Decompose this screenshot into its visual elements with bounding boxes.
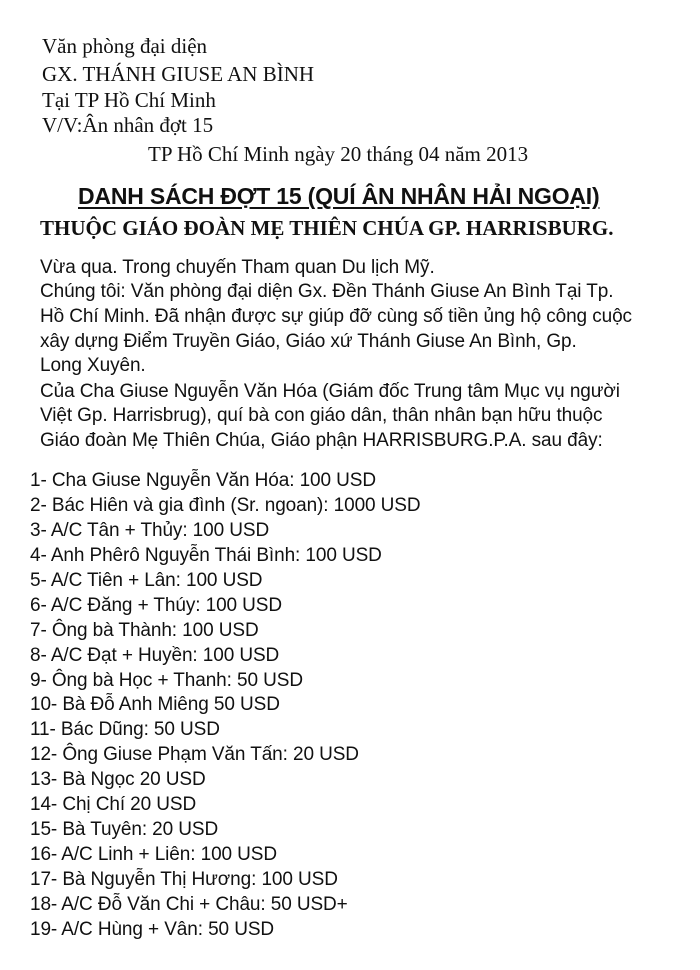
office-name: Văn phòng đại diện [42,34,208,58]
donor-item: 11- Bác Dũng: 50 USD [30,719,220,740]
body-line: xây dựng Điểm Truyền Giáo, Giáo xứ Thánh Giuse An Bình, Gp. [40,331,577,352]
donor-item: 6- A/C Đăng + Thúy: 100 USD [30,595,283,616]
parish-name: GX. THÁNH GIUSE AN BÌNH [42,62,315,86]
donor-item: 7- Ông bà Thành: 100 USD [30,620,259,641]
donor-item: 18- A/C Đỗ Văn Chi + Châu: 50 USD+ [30,894,348,915]
body-line: Long Xuyên. [40,355,146,376]
body-line: Việt Gp. Harrisbrug), quí bà con giáo dân, thân nhân bạn hữu thuộc [40,405,603,426]
donor-item: 10- Bà Đỗ Anh Miêng 50 USD [30,694,280,715]
date-line: TP Hồ Chí Minh ngày 20 tháng 04 năm 2013 [148,142,529,166]
donor-item: 15- Bà Tuyên: 20 USD [30,819,219,840]
donor-item: 16- A/C Linh + Liên: 100 USD [30,844,277,865]
body-line: Hồ Chí Minh. Đã nhận được sự giúp đỡ cùng số tiền ủng hộ công cuộc [40,306,632,327]
donor-item: 9- Ông bà Học + Thanh: 50 USD [30,670,303,691]
donor-item: 2- Bác Hiên và gia đình (Sr. ngoan): 1000 USD [30,495,421,516]
donor-item: 14- Chị Chí 20 USD [30,794,197,815]
donor-item: 17- Bà Nguyễn Thị Hương: 100 USD [30,869,338,890]
office-location: Tại TP Hồ Chí Minh [42,88,216,112]
subject-line: V/V:Ân nhân đợt 15 [42,113,214,137]
donor-item: 13- Bà Ngọc 20 USD [30,769,206,790]
body-line: Vừa qua. Trong chuyến Tham quan Du lịch Mỹ. [40,257,435,278]
body-line: Của Cha Giuse Nguyễn Văn Hóa (Giám đốc Trung tâm Mục vụ người [40,381,620,402]
donor-item: 12- Ông Giuse Phạm Văn Tấn: 20 USD [30,744,359,765]
donor-item: 4- Anh Phêrô Nguyễn Thái Bình: 100 USD [30,545,382,566]
page-title: DANH SÁCH ĐỢT 15 (QUÍ ÂN NHÂN HẢI NGOẠI) [78,183,600,209]
donor-item: 8- A/C Đạt + Huyền: 100 USD [30,645,280,666]
donor-item: 19- A/C Hùng + Vân: 50 USD [30,919,275,940]
donor-item: 5- A/C Tiên + Lân: 100 USD [30,570,263,591]
donor-item: 3- A/C Tân + Thủy: 100 USD [30,520,270,541]
donor-item: 1- Cha Giuse Nguyễn Văn Hóa: 100 USD [30,470,376,491]
body-line: Chúng tôi: Văn phòng đại diện Gx. Đền Thánh Giuse An Bình Tại Tp. [40,281,614,302]
body-line: Giáo đoàn Mẹ Thiên Chúa, Giáo phận HARRISBURG.P.A. sau đây: [40,430,603,451]
page-subtitle: THUỘC GIÁO ĐOÀN MẸ THIÊN CHÚA GP. HARRISBURG. [40,216,614,240]
